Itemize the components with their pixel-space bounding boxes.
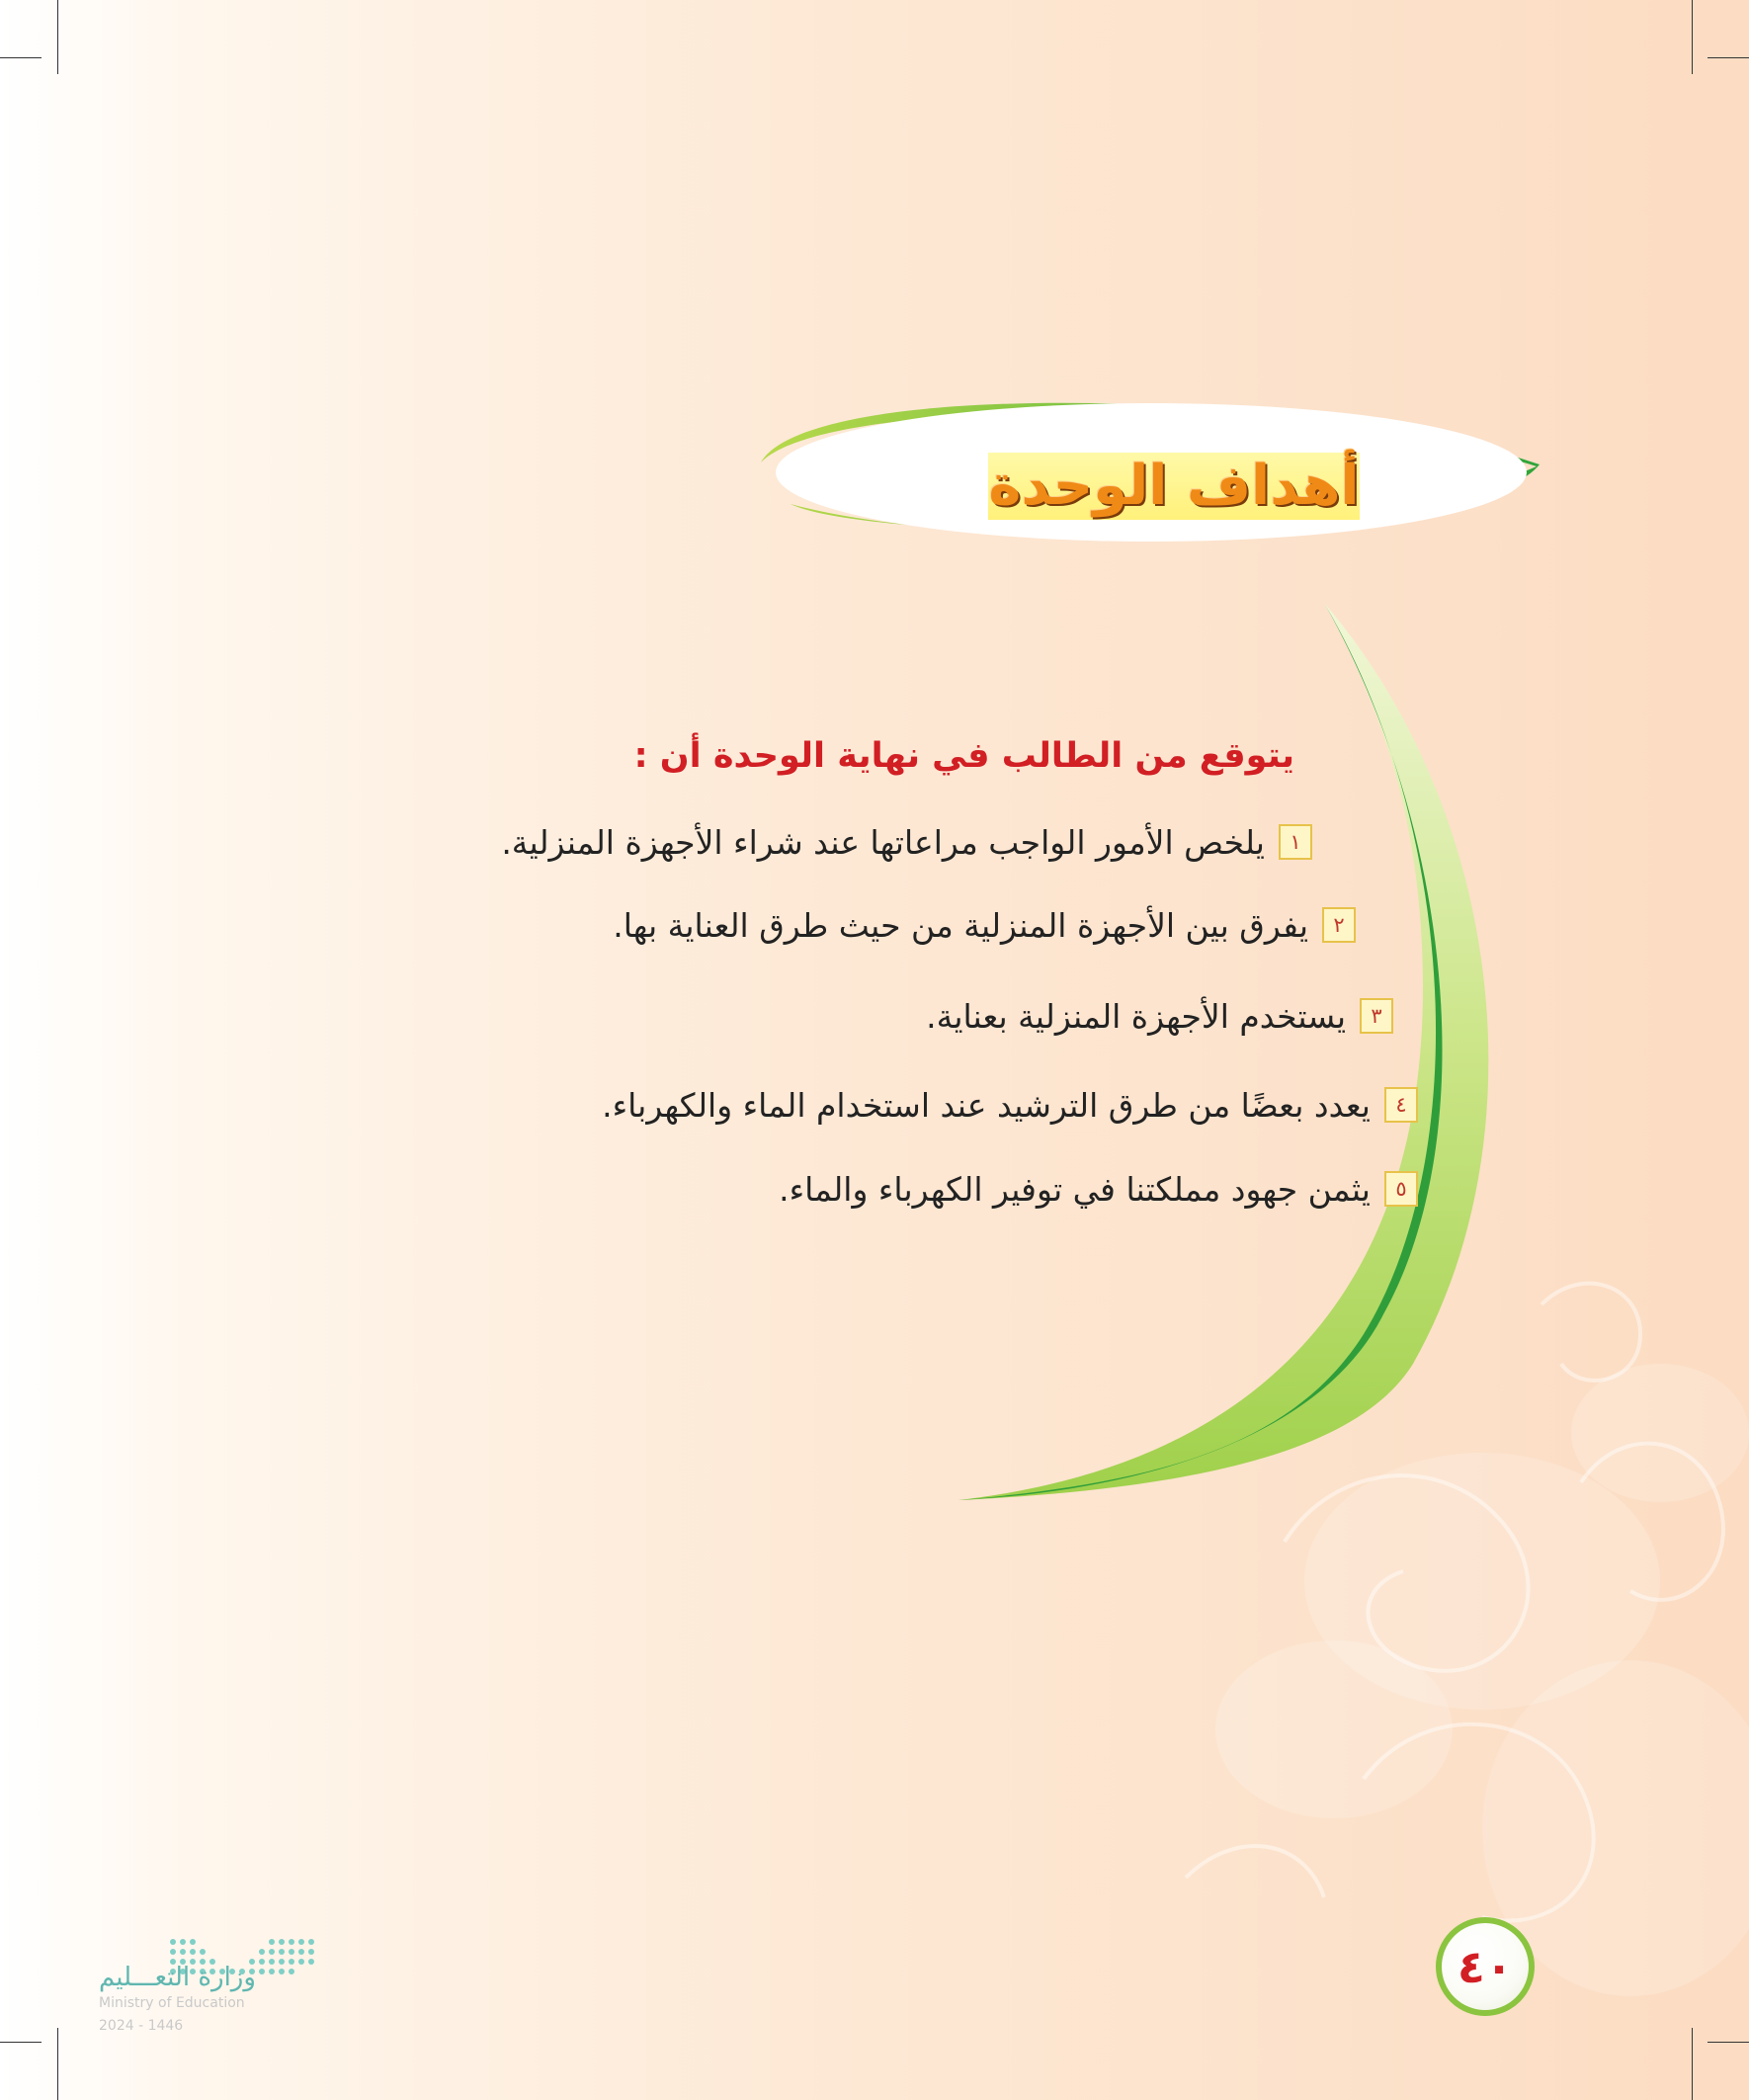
objective-number: ٣ [1360, 998, 1393, 1034]
page-number: ٤٠ [1436, 1917, 1535, 2016]
objective-text: يعدد بعضًا من طرق الترشيد عند استخدام الماء والكهرباء. [602, 1085, 1371, 1125]
objective-item [602, 1070, 1418, 1139]
objective-item [501, 807, 1312, 877]
objective-item [926, 981, 1393, 1050]
objectives-intro: يتوقع من الطالب في نهاية الوحدة أن : [633, 736, 1294, 776]
unit-title: أهداف الوحدة [988, 454, 1360, 518]
objective-text: يلخص الأمور الواجب مراعاتها عند شراء الأجهزة المنزلية. [501, 822, 1265, 862]
ministry-year: 2024 - 1446 [99, 2018, 184, 2034]
objective-number: ٢ [1322, 907, 1356, 943]
ministry-name-ar: وزارة التعـــليم [99, 1963, 256, 1992]
objective-text: يثمن جهود مملكتنا في توفير الكهرباء والماء. [779, 1169, 1371, 1209]
ministry-name-en: Ministry of Education [99, 1995, 245, 2011]
objective-number: ١ [1279, 824, 1312, 860]
objective-number: ٥ [1384, 1171, 1418, 1207]
objective-item [613, 890, 1356, 960]
objective-item [779, 1154, 1418, 1223]
objective-text: يستخدم الأجهزة المنزلية بعناية. [926, 996, 1346, 1036]
objective-text: يفرق بين الأجهزة المنزلية من حيث طرق العناية بها. [613, 905, 1308, 945]
objective-number: ٤ [1384, 1087, 1418, 1123]
